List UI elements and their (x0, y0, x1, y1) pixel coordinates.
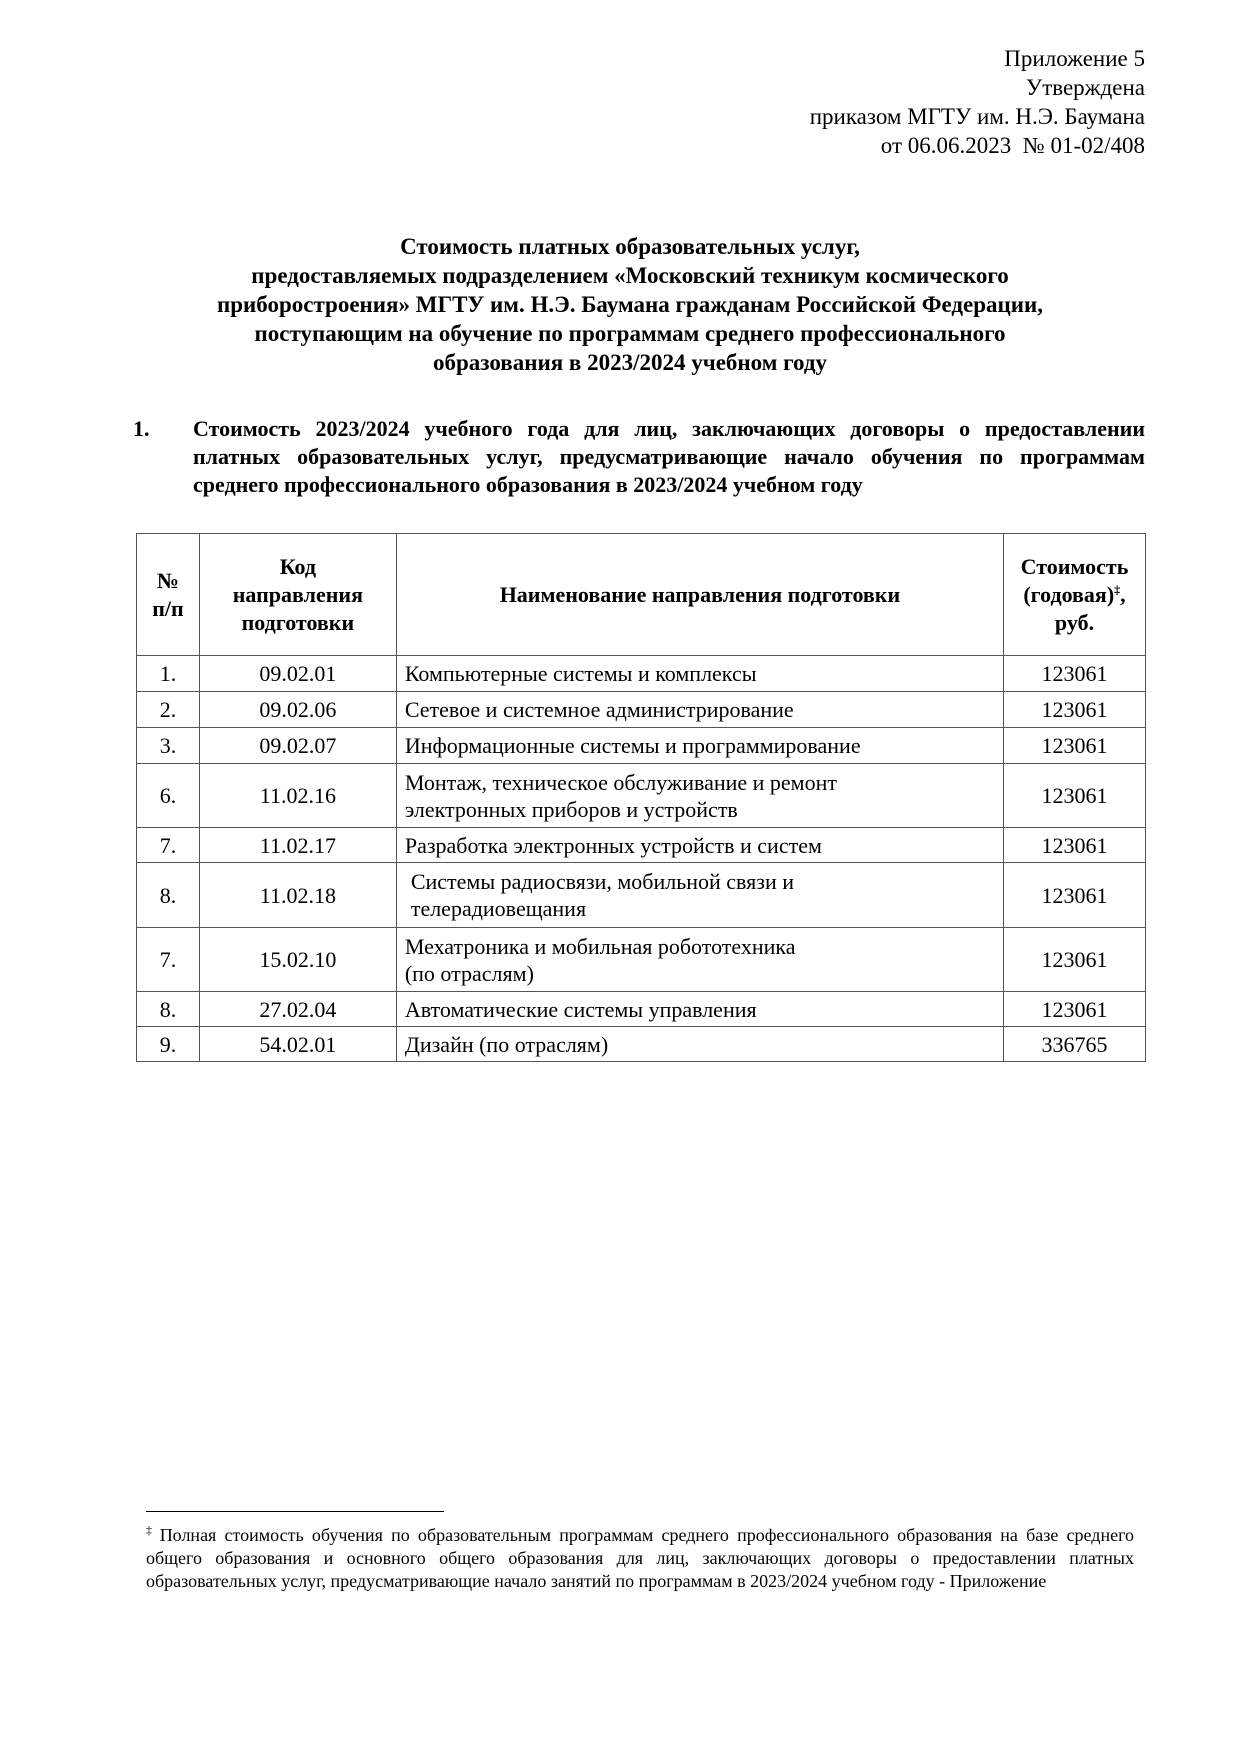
row-name-line: Разработка электронных устройств и систем (404, 832, 822, 858)
row-code: 09.02.01 (199, 656, 396, 692)
row-number: 9. (137, 1027, 200, 1062)
row-number: 8. (137, 863, 200, 928)
header-number-label: п/п (152, 595, 184, 621)
row-price: 123061 (1004, 828, 1146, 863)
row-name (396, 928, 1003, 992)
row-price: 336765 (1004, 1027, 1146, 1062)
row-number: 1. (137, 656, 200, 692)
table-row (137, 828, 1146, 863)
row-name (396, 863, 1003, 928)
title-line: предоставляемых подразделением «Московский техникум космического (251, 263, 1009, 288)
row-number: 2. (137, 692, 200, 728)
row-name (396, 656, 1003, 692)
row-name (396, 692, 1003, 728)
row-number: 7. (137, 928, 200, 992)
row-code: 27.02.04 (199, 992, 396, 1027)
document-title (150, 232, 1110, 377)
footnote-marker: ‡ (146, 1523, 156, 1537)
table-row (137, 692, 1146, 728)
row-price: 123061 (1004, 863, 1146, 928)
header-code-line: подготовки (241, 609, 355, 635)
footnote (146, 1524, 1134, 1593)
header-price-annual: (годовая) (1023, 581, 1115, 607)
row-number: 7. (137, 828, 200, 863)
row-code: 11.02.16 (199, 764, 396, 828)
header-code-line: направления (232, 581, 363, 607)
footnote-separator (146, 1511, 444, 1512)
row-name-line: Сетевое и системное администрирование (404, 697, 794, 722)
row-number: 3. (137, 728, 200, 764)
table-row (137, 1027, 1146, 1062)
table-row (137, 992, 1146, 1027)
row-code: 09.02.06 (199, 692, 396, 728)
row-name-line: Мехатроника и мобильная робототехника (404, 933, 796, 959)
order-issuer: приказом МГТУ им. Н.Э. Баумана (809, 104, 1145, 129)
header-price-line (1012, 581, 1137, 609)
section-heading (133, 415, 1145, 499)
row-number: 8. (137, 992, 200, 1027)
header-price-line: Стоимость (1020, 553, 1129, 579)
title-line: Стоимость платных образовательных услуг, (400, 234, 860, 259)
row-code: 09.02.07 (199, 728, 396, 764)
title-line: поступающим на обучение по программам среднего профессионального (254, 321, 1006, 346)
approved-label: Утверждена (1025, 75, 1145, 100)
header-price (1004, 534, 1146, 656)
table-row (137, 863, 1146, 928)
row-code: 54.02.01 (199, 1027, 396, 1062)
row-price: 123061 (1004, 656, 1146, 692)
row-name (396, 828, 1003, 863)
header-name: Наименование направления подготовки (396, 534, 1003, 656)
row-name (396, 1027, 1003, 1062)
row-name-line: электронных приборов и устройств (404, 796, 738, 822)
table-row (137, 728, 1146, 764)
approval-block (810, 44, 1145, 160)
header-code (199, 534, 396, 656)
row-name-line: Дизайн (по отраслям) (404, 1031, 609, 1057)
row-name (396, 728, 1003, 764)
row-name-line: Компьютерные системы и комплексы (404, 661, 757, 686)
section-number: 1. (133, 416, 150, 441)
row-price: 123061 (1004, 764, 1146, 828)
row-name-line: телерадиовещания (410, 896, 587, 921)
table-row (137, 928, 1146, 992)
row-code: 15.02.10 (199, 928, 396, 992)
header-price-comma: , (1120, 581, 1126, 607)
order-date-number: от 06.06.2023 № 01-02/408 (880, 133, 1145, 158)
row-name-line: Информационные системы и программирование (404, 733, 861, 758)
row-name (396, 764, 1003, 828)
price-table (136, 533, 1146, 1062)
footnote-marker: ‡ (1114, 582, 1121, 597)
row-price: 123061 (1004, 728, 1146, 764)
row-name-line: Монтаж, техническое обслуживание и ремонт (404, 769, 837, 795)
row-code: 11.02.17 (199, 828, 396, 863)
appendix-number: Приложение 5 (1004, 46, 1145, 71)
table-header-row (137, 534, 1146, 656)
row-name-line: Системы радиосвязи, мобильной связи и (410, 869, 795, 894)
row-name (396, 992, 1003, 1027)
header-number (137, 534, 200, 656)
section-text: Стоимость 2023/2024 учебного года для лиц, заключающих договоры о предоставлении платных образовательных услуг, предусматривающие начало обучения по программам среднего профессионального образования в 2023/2024 учебном году (193, 416, 1145, 497)
row-name-line: (по отраслям) (404, 960, 534, 986)
title-line: приборостроения» МГТУ им. Н.Э. Баумана гражданам Российской Федерации, (216, 292, 1044, 317)
row-price: 123061 (1004, 928, 1146, 992)
row-code: 11.02.18 (199, 863, 396, 928)
header-price-line: руб. (1054, 609, 1095, 635)
row-name-line: Автоматические системы управления (404, 996, 757, 1022)
header-code-line: Код (279, 553, 317, 579)
row-price: 123061 (1004, 692, 1146, 728)
footnote-text: Полная стоимость обучения по образовательным программам среднего профессионального образования на базе среднего общего образования и основного общего образования для лиц, заключающих договоры о предоставлении платных образовательных услуг, предусматривающие начало занятий по программам в 2023/2024 учебном году - Приложение (146, 1525, 1134, 1591)
header-number-sign: № (156, 567, 180, 593)
row-price: 123061 (1004, 992, 1146, 1027)
table-row (137, 656, 1146, 692)
row-number: 6. (137, 764, 200, 828)
title-line: образования в 2023/2024 учебном году (432, 350, 827, 375)
table-row (137, 764, 1146, 828)
